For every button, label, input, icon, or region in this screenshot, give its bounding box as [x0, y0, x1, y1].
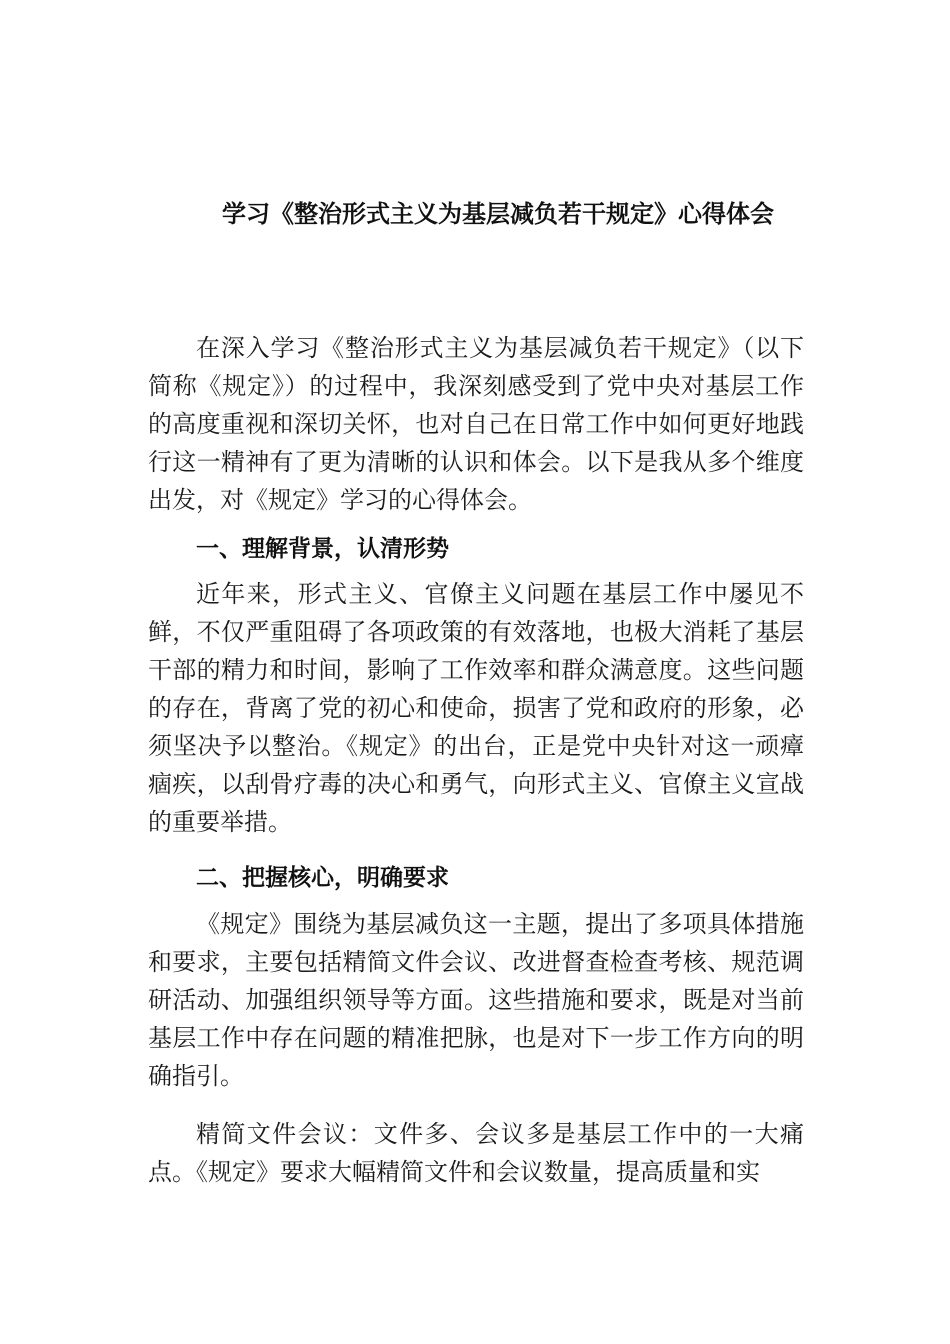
section-1-paragraph: 近年来，形式主义、官僚主义问题在基层工作中屡见不鲜，不仅严重阻碍了各项政策的有效落地，也极大消耗了基层干部的精力和时间，影响了工作效率和群众满意度。这些问题的存在，背离了党的初心和使命，损害了党和政府的形象，必须坚决予以整治。《规定》的出台，正是党中央针对这一顽瘴痼疾，以刮骨疗毒的决心和勇气，向形式主义、官僚主义宣战的重要举措。: [148, 580, 804, 836]
document-title: 学习《整治形式主义为基层减负若干规定》心得体会: [222, 200, 774, 228]
section-2-paragraph: 《规定》围绕为基层减负这一主题，提出了多项具体措施和要求，主要包括精简文件会议、改进督查检查考核、规范调研活动、加强组织领导等方面。这些措施和要求，既是对当前基层工作中存在问题的精准把脉，也是对下一步工作方向的明确指引。: [148, 910, 804, 1090]
section-heading-1: 一、理解背景，认清形势: [196, 536, 449, 562]
section-3-paragraph: 精简文件会议：文件多、会议多是基层工作中的一大痛点。《规定》要求大幅精简文件和会议数量，提高质量和实: [148, 1120, 804, 1186]
intro-paragraph: 在深入学习《整治形式主义为基层减负若干规定》（以下简称《规定》）的过程中，我深刻感受到了党中央对基层工作的高度重视和深切关怀，也对自己在日常工作中如何更好地践行这一精神有了更为清晰的认识和体会。以下是我从多个维度出发，对《规定》学习的心得体会。: [148, 334, 804, 514]
section-heading-2: 二、把握核心，明确要求: [196, 865, 449, 891]
